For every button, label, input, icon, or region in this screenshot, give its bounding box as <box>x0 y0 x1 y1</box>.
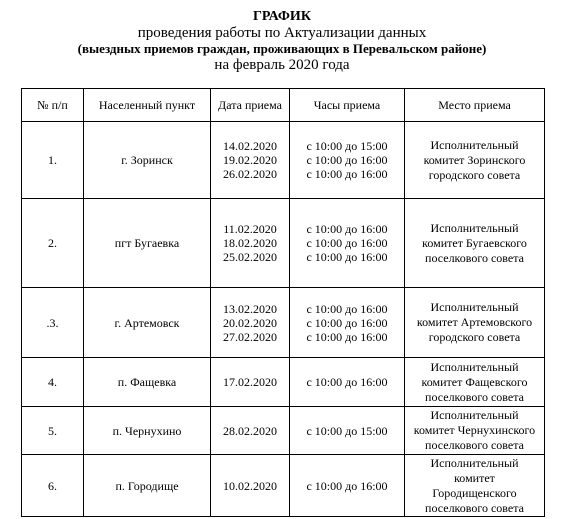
row-place <box>405 407 545 455</box>
hours-value: с 10:00 до 16:00 <box>306 301 388 316</box>
table-row <box>22 358 545 407</box>
row-hours <box>290 288 405 358</box>
place-line: городского совета <box>428 330 521 344</box>
column-header-place: Место приема <box>405 89 545 122</box>
place-line: городского совета <box>428 167 521 182</box>
date-value: 26.02.2020 <box>223 167 277 181</box>
document-header <box>0 9 564 73</box>
date-value: 11.02.2020 <box>223 222 277 236</box>
schedule-table <box>21 88 545 517</box>
table-row <box>22 199 545 288</box>
row-locality: п. Фащевка <box>84 358 211 407</box>
date-value: 13.02.2020 <box>223 301 277 316</box>
place-line: комитет Фащевского <box>421 374 528 389</box>
header-line-1: проведения работы по Актуализации данных <box>137 25 427 41</box>
row-dates <box>211 407 290 455</box>
row-dates <box>211 199 290 288</box>
hours-value: с 10:00 до 15:00 <box>306 423 388 438</box>
row-locality: п. Чернухино <box>84 407 211 455</box>
row-hours <box>290 122 405 199</box>
hours-value: с 10:00 до 15:00 <box>306 139 388 153</box>
document-title: ГРАФИК <box>253 9 311 24</box>
place-line: комитет <box>454 470 495 485</box>
hours-value: с 10:00 до 16:00 <box>306 250 388 264</box>
column-header-date: Дата приема <box>211 89 290 122</box>
row-locality: п. Городище <box>84 455 211 517</box>
row-dates <box>211 358 290 407</box>
date-value: 28.02.2020 <box>223 423 277 438</box>
place-line: поселкового совета <box>425 250 524 265</box>
hours-value: с 10:00 до 16:00 <box>306 478 388 493</box>
date-value: 25.02.2020 <box>223 250 277 264</box>
date-value: 14.02.2020 <box>223 139 277 153</box>
row-locality: пгт Бугаевка <box>84 199 211 288</box>
hours-value: с 10:00 до 16:00 <box>306 375 388 389</box>
header-line-2: (выездных приемов граждан, проживающих в Перевальском районе) <box>77 41 487 56</box>
row-number: 2. <box>22 199 84 288</box>
row-number: 4. <box>22 358 84 407</box>
date-value: 10.02.2020 <box>223 478 277 493</box>
hours-value: с 10:00 до 16:00 <box>306 315 388 330</box>
table-row <box>22 122 545 199</box>
row-dates <box>211 122 290 199</box>
row-number: 5. <box>22 407 84 455</box>
row-place <box>405 358 545 407</box>
row-hours <box>290 407 405 455</box>
place-line: комитет Бугаевского <box>422 235 527 250</box>
date-value: 19.02.2020 <box>223 153 277 167</box>
place-line: комитет Артемовского <box>416 315 533 329</box>
place-line: комитет Зоринского <box>423 152 526 167</box>
row-place <box>405 455 545 517</box>
column-header-hours: Часы приема <box>290 89 405 122</box>
row-place <box>405 288 545 358</box>
place-line: Исполнительный <box>430 300 519 314</box>
place-line: Исполнительный <box>430 408 519 422</box>
row-number: 6. <box>22 455 84 517</box>
hours-value: с 10:00 до 16:00 <box>306 153 388 167</box>
row-number: 1. <box>22 122 84 199</box>
place-line: Исполнительный <box>430 137 519 152</box>
table-row <box>22 288 545 358</box>
column-header-number: № п/п <box>22 89 84 122</box>
row-hours <box>290 455 405 517</box>
row-hours <box>290 199 405 288</box>
place-line: Исполнительный <box>430 455 519 470</box>
row-locality: г. Зоринск <box>84 122 211 199</box>
table-row <box>22 407 545 455</box>
row-place <box>405 122 545 199</box>
place-line: поселкового совета <box>425 389 524 404</box>
column-header-locality: Населенный пункт <box>84 89 211 122</box>
row-number: .3. <box>22 288 84 358</box>
place-line: поселкового совета <box>425 500 524 515</box>
place-line: Исполнительный <box>430 359 519 374</box>
place-line: Городищенского <box>432 485 517 500</box>
row-hours <box>290 358 405 407</box>
hours-value: с 10:00 до 16:00 <box>306 329 388 344</box>
hours-value: с 10:00 до 16:00 <box>306 167 388 181</box>
hours-value: с 10:00 до 16:00 <box>306 222 388 236</box>
table-row <box>22 455 545 517</box>
row-place <box>405 199 545 288</box>
hours-value: с 10:00 до 16:00 <box>306 236 388 250</box>
row-dates <box>211 288 290 358</box>
date-value: 18.02.2020 <box>223 236 277 250</box>
table-header-row <box>22 89 545 122</box>
date-value: 17.02.2020 <box>223 375 277 389</box>
row-dates <box>211 455 290 517</box>
date-value: 20.02.2020 <box>223 315 277 330</box>
place-line: поселкового совета <box>425 438 524 452</box>
row-locality: г. Артемовск <box>84 288 211 358</box>
header-line-3: на февраль 2020 года <box>214 57 350 73</box>
place-line: комитет Чернухинского <box>413 423 536 437</box>
place-line: Исполнительный <box>430 220 519 235</box>
date-value: 27.02.2020 <box>223 329 277 344</box>
